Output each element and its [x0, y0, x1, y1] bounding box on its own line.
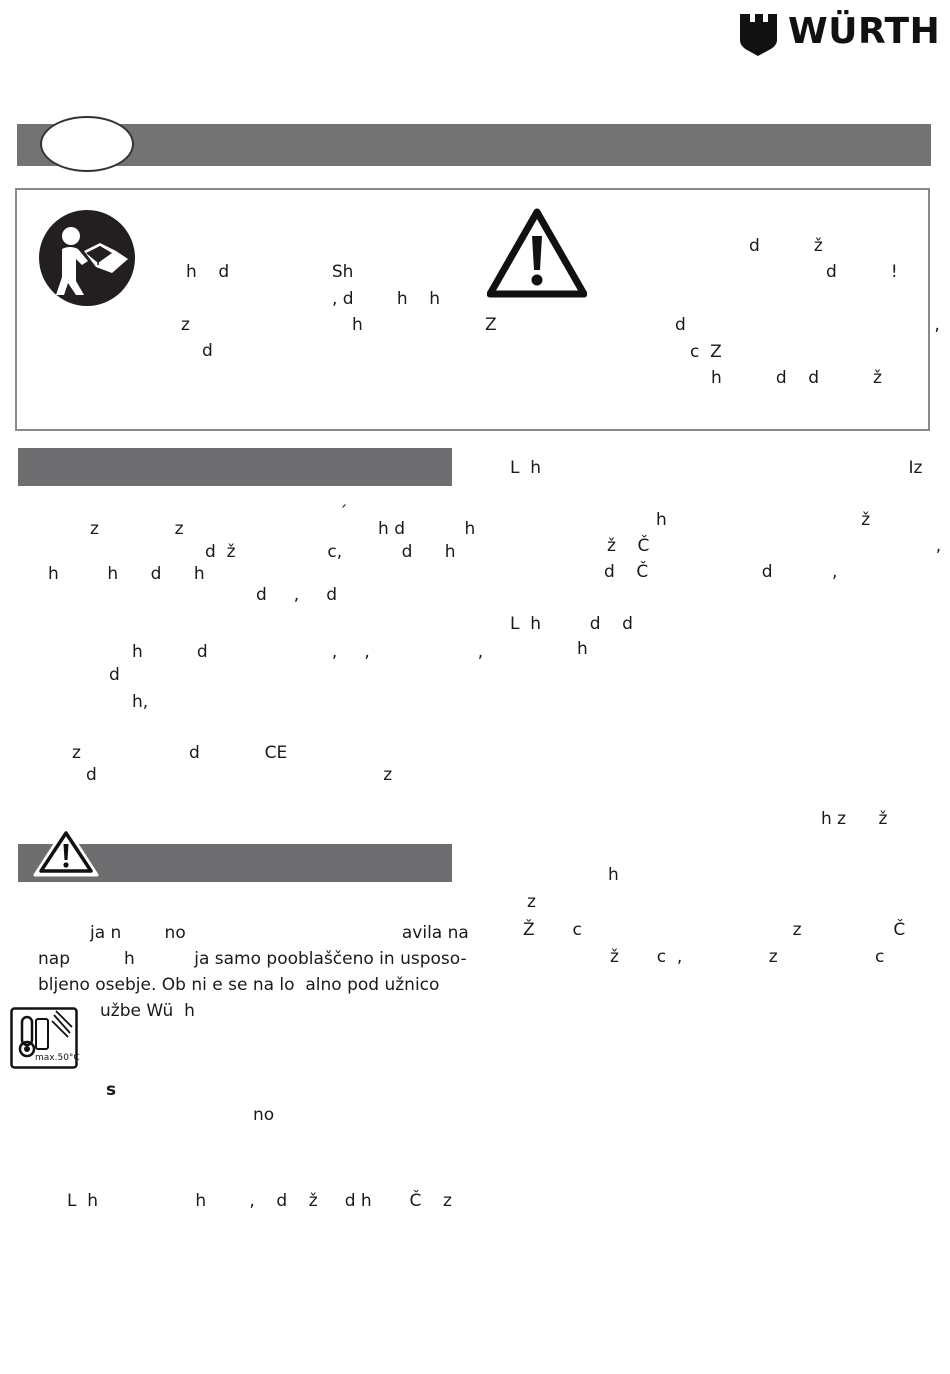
general-line-8: z d CE	[72, 743, 288, 763]
right-line-11: ž c , z c	[610, 947, 885, 967]
info-left-line-1: h d Sh	[186, 262, 354, 282]
general-line-2: d ž c, d h	[205, 542, 456, 562]
general-line-1: z z h d h	[90, 519, 476, 539]
safety-line-4: užbe Wü h	[100, 1001, 195, 1021]
general-line-9: d z	[86, 765, 393, 785]
right-line-2: h ž	[656, 510, 871, 530]
general-section-bar	[18, 448, 452, 486]
language-header-bar	[17, 124, 931, 166]
info-right-line-2: d !	[826, 262, 898, 282]
general-line-6: d	[109, 665, 120, 685]
temp-icon-label: max.50°C	[35, 1053, 80, 1063]
read-manual-icon	[38, 209, 136, 307]
general-accent: ´	[339, 503, 348, 523]
right-line-5: L h d d	[510, 614, 633, 634]
right-line-3: ž Č ,	[607, 536, 942, 556]
safety-line-6: no	[253, 1105, 275, 1125]
right-line-9: z	[527, 892, 536, 912]
info-right-line-4: c Z	[690, 342, 722, 362]
right-line-4: d Č d ,	[604, 562, 838, 582]
info-box	[15, 188, 930, 431]
info-right-line-3: Z d ,	[485, 315, 940, 335]
general-line-4: d , d	[256, 585, 338, 605]
safety-line-2: nap h ja samo pooblaščeno in usposo-	[38, 949, 467, 969]
right-line-1: L h Iz	[510, 458, 923, 478]
info-right-line-5: h d d ž	[711, 368, 882, 388]
safety-line-3: bljeno osebje. Ob ni e se na lo alno pod užnico	[38, 975, 440, 995]
safety-line-1: ja n no avila na	[90, 923, 469, 943]
wurth-logo-text: WÜRTH	[788, 11, 941, 52]
right-line-10: Ž c z Č	[523, 920, 906, 940]
general-line-5: h d , , ,	[132, 642, 484, 662]
warning-triangle-icon	[487, 208, 587, 298]
general-line-7: h,	[132, 692, 149, 712]
safety-line-5: s	[106, 1080, 117, 1100]
general-line-3: h h d h	[48, 564, 205, 584]
info-right-line-1: d ž	[749, 236, 823, 256]
info-left-line-3: z h	[181, 315, 363, 335]
info-left-line-4: d	[202, 341, 213, 361]
safety-line-7: L h h , d ž d h Č z	[67, 1191, 452, 1211]
info-left-line-2: , d h h	[332, 289, 440, 309]
language-oval	[40, 116, 134, 172]
right-line-7: h z ž	[821, 809, 888, 829]
right-line-6: h	[577, 639, 588, 659]
safety-warning-icon	[33, 825, 99, 877]
right-line-8: h	[608, 865, 619, 885]
